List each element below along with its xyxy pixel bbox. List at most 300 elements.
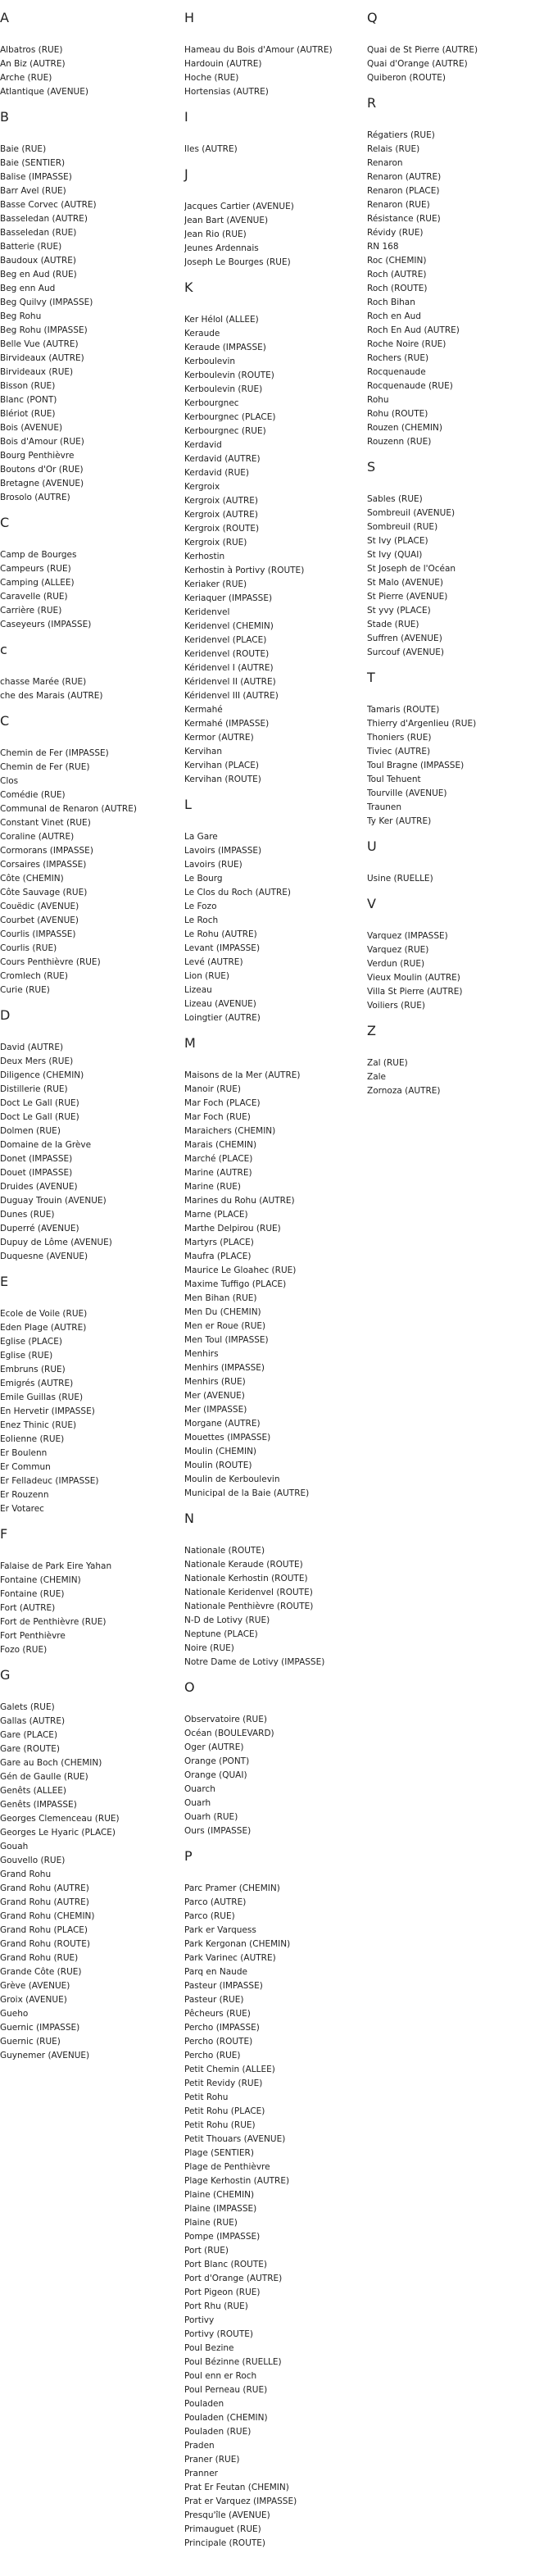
street-entry: Batterie (RUE) [0,242,62,252]
street-entry: Renaron (AUTRE) [367,172,442,182]
index-column-1 [0,0,176,2063]
street-entry: Plage de Penthièvre [184,2162,270,2172]
street-entry: Kerbourgnec [184,398,239,408]
street-entry: Kergroix [184,482,220,492]
letter-section [0,1007,176,1264]
letter-section [367,670,543,829]
street-entry: Thoniers (RUE) [367,733,432,743]
street-entry: Rouzenn (RUE) [367,437,432,447]
street-entry: Poul Bézinne (RUELLE) [184,2357,282,2367]
street-list [367,929,543,1013]
street-entry: Birvideaux (RUE) [0,367,74,377]
street-entry: Gallas (AUTRE) [0,1716,66,1726]
street-entry: Gueho [0,2009,29,2019]
section-letter-heading: I [184,109,188,125]
letter-section [0,713,176,997]
street-entry: Mouettes (IMPASSE) [184,1433,271,1442]
street-entry: Pouladen [184,2399,224,2409]
street-entry: Plage (SENTIER) [184,2148,254,2158]
street-entry: Fozo (RUE) [0,1645,48,1655]
letter-section [184,10,360,99]
street-entry: Baudoux (AUTRE) [0,256,76,266]
section-letter-heading: K [184,279,193,295]
street-entry: Courlis (RUE) [0,943,57,953]
street-entry: Blanc (PONT) [0,395,57,405]
street-entry: Hoche (RUE) [184,73,239,83]
street-entry: Plage Kerhostin (AUTRE) [184,2176,290,2186]
section-letter-heading: M [184,1035,196,1051]
street-entry: Atlantique (AVENUE) [0,87,88,97]
street-entry: Ty Ker (AUTRE) [367,816,432,826]
street-entry: St Malo (AVENUE) [367,578,443,588]
street-entry: Keraude [184,329,220,338]
street-entry: Distillerie (RUE) [0,1084,68,1094]
street-entry: Beg enn Aud [0,284,56,293]
street-entry: Toul Tehuent [367,775,421,784]
section-letter-heading: S [367,459,376,475]
street-entry: Nationale Penthièvre (ROUTE) [184,1601,314,1611]
street-entry: Balise (IMPASSE) [0,172,72,182]
street-entry: Port d'Orange (AUTRE) [184,2274,283,2283]
street-entry: Percho (RUE) [184,2051,241,2060]
street-entry: Keridenvel (ROUTE) [184,649,270,659]
street-entry: Verdun (RUE) [367,959,425,969]
street-entry: Nationale Kerhostin (ROUTE) [184,1574,308,1583]
street-entry: Cromlech (RUE) [0,971,69,981]
street-entry: Boutons d'Or (RUE) [0,465,84,475]
street-entry: Presqu'île (AVENUE) [184,2510,270,2520]
section-letter-heading: O [184,1679,195,1695]
street-entry: Joseph Le Bourges (RUE) [184,257,291,267]
street-entry: Eglise (RUE) [0,1351,53,1361]
street-entry: Le Fozo [184,902,217,911]
street-entry: Kerdavid (RUE) [184,468,249,478]
street-entry: Praden [184,2441,215,2451]
street-entry: Rochers (RUE) [367,353,429,363]
street-entry: An Biz (AUTRE) [0,59,66,69]
street-entry: Keridenvel (PLACE) [184,635,267,645]
street-list [0,675,176,703]
street-entry: Couëdic (AVENUE) [0,902,79,911]
street-entry: Beg Quilvy (IMPASSE) [0,298,93,307]
street-entry: Quiberon (ROUTE) [367,73,446,83]
street-entry: Eden Plage (AUTRE) [0,1323,87,1333]
section-letter-heading: A [0,10,9,25]
street-entry: Zale [367,1072,387,1082]
street-entry: Observatoire (RUE) [184,1715,267,1724]
street-entry: Marine (RUE) [184,1182,241,1192]
street-entry: Douet (IMPASSE) [0,1168,73,1178]
street-entry: Prat Er Feutan (CHEMIN) [184,2483,289,2492]
section-letter-heading: Q [367,10,378,25]
section-letter-heading: E [0,1274,9,1289]
letter-section [367,1023,543,1098]
street-entry: Grande Côte (RUE) [0,1967,82,1977]
street-entry: Park er Varquess [184,1925,256,1935]
section-letter-heading: D [0,1007,11,1023]
street-entry: chasse Marée (RUE) [0,677,87,687]
street-entry: Renaron (RUE) [367,200,430,210]
street-entry: Er Commun [0,1462,51,1472]
street-entry: Renaron (PLACE) [367,186,440,196]
letter-section [0,10,176,99]
street-entry: Guynemer (AVENUE) [0,2051,90,2060]
street-entry: Ouarh (RUE) [184,1812,238,1822]
letter-section [367,896,543,1013]
street-entry: Tiviec (AUTRE) [367,747,431,756]
street-entry: Portivy [184,2315,215,2325]
street-entry: Druides (AVENUE) [0,1182,78,1192]
letter-section [367,838,543,886]
street-list [367,493,543,660]
street-entry: Chemin de Fer (IMPASSE) [0,748,109,758]
street-entry: Orange (PONT) [184,1756,250,1766]
street-entry: Emigrés (AUTRE) [0,1379,74,1388]
street-entry: Clos [0,776,19,786]
letter-section [184,1848,360,2551]
street-entry: Stade (RUE) [367,620,419,629]
street-entry: Moulin de Kerboulevin [184,1474,280,1484]
street-entry: Kéridenvel III (AUTRE) [184,691,279,701]
street-list [184,313,360,787]
street-entry: Roch En Aud (AUTRE) [367,325,460,335]
street-entry: Men er Roue (RUE) [184,1321,266,1331]
street-entry: Duquesne (AVENUE) [0,1252,88,1261]
street-entry: Kergroix (RUE) [184,538,247,547]
street-entry: St Joseph de l'Océan [367,564,456,574]
street-entry: Georges Clemenceau (RUE) [0,1814,120,1824]
street-entry: Kergroix (ROUTE) [184,524,260,534]
street-entry: Guernic (IMPASSE) [0,2023,80,2033]
street-entry: Groix (AVENUE) [0,1995,67,2005]
section-letter-heading: C [0,515,10,530]
street-entry: Menhirs (IMPASSE) [184,1363,265,1373]
street-entry: Bisson (RUE) [0,381,56,391]
street-entry: Gouah [0,1842,29,1851]
street-list [0,1041,176,1264]
street-entry: Nationale (ROUTE) [184,1546,265,1556]
letter-section [0,1274,176,1516]
street-entry: Marthe Delpirou (RUE) [184,1224,281,1233]
street-entry: Rohu (ROUTE) [367,409,428,419]
street-entry: Keridenvel (CHEMIN) [184,621,274,631]
street-entry: Ours (IMPASSE) [184,1826,252,1836]
street-entry: Marché (PLACE) [184,1154,253,1164]
street-entry: Ouarh [184,1798,211,1808]
street-entry: Mer (IMPASSE) [184,1405,247,1415]
letter-section [0,515,176,632]
street-entry: Côte (CHEMIN) [0,874,64,884]
street-list [0,548,176,632]
section-letter-heading: V [367,896,376,911]
street-entry: Kervihan [184,747,223,756]
street-entry: Kergroix (AUTRE) [184,496,259,506]
street-list [0,1307,176,1516]
street-entry: Quai d'Orange (AUTRE) [367,59,468,69]
street-entry: Belle Vue (AUTRE) [0,339,79,349]
street-entry: Zornoza (AUTRE) [367,1086,441,1096]
street-entry: Pompe (IMPASSE) [184,2232,261,2242]
street-entry: Doct Le Gall (RUE) [0,1098,79,1108]
street-entry: Constant Vinet (RUE) [0,818,91,828]
street-entry: Roch en Aud [367,311,421,321]
street-entry: Barr Avel (RUE) [0,186,66,196]
street-entry: Notre Dame de Lotivy (IMPASSE) [184,1657,325,1667]
street-entry: Oger (AUTRE) [184,1742,244,1752]
street-list [0,43,176,99]
letter-section [367,459,543,660]
street-entry: Usine (RUELLE) [367,874,433,884]
street-entry: Port Blanc (ROUTE) [184,2260,267,2269]
street-entry: Gare (PLACE) [0,1730,58,1740]
street-entry: Deux Mers (RUE) [0,1056,74,1066]
street-entry: Le Bourg [184,874,223,884]
street-entry: Eglise (PLACE) [0,1337,62,1347]
street-entry: Fontaine (CHEMIN) [0,1575,81,1585]
street-entry: Primauguet (RUE) [184,2524,261,2534]
index-column-3 [367,0,543,1098]
section-letter-heading: T [367,670,375,685]
street-entry: Pranner [184,2469,218,2478]
street-entry: Comédie (RUE) [0,790,66,800]
street-entry: Neptune (PLACE) [184,1629,258,1639]
street-list [184,1882,360,2551]
street-entry: Prat er Varquez (IMPASSE) [184,2496,297,2506]
street-entry: Relais (RUE) [367,144,420,154]
street-entry: Petit Rohu (RUE) [184,2120,256,2130]
street-list [367,703,543,829]
street-entry: Nationale Keraude (ROUTE) [184,1560,303,1570]
section-letter-heading: C [0,713,10,729]
street-entry: Gouvello (RUE) [0,1856,66,1865]
street-entry: Maxime Tuffigo (PLACE) [184,1279,287,1289]
street-entry: Chemin de Fer (RUE) [0,762,90,772]
street-entry: Plaine (CHEMIN) [184,2190,255,2200]
street-entry: Jean Bart (AVENUE) [184,216,269,225]
section-letter-heading: J [184,166,188,182]
street-entry: Moulin (ROUTE) [184,1461,252,1470]
street-entry: Kerdavid [184,440,222,450]
street-entry: Thierry d'Argenlieu (RUE) [367,719,477,729]
street-entry: Kervihan (PLACE) [184,761,259,770]
street-entry: Kéridenvel II (AUTRE) [184,677,276,687]
street-entry: Bretagne (AVENUE) [0,479,84,488]
street-entry: Bois d'Amour (RUE) [0,437,84,447]
street-entry: Percho (IMPASSE) [184,2023,260,2033]
street-entry: St yvy (PLACE) [367,606,431,616]
street-entry: Men Du (CHEMIN) [184,1307,261,1317]
street-entry: Cours Penthièvre (RUE) [0,957,101,967]
street-entry: Pêcheurs (RUE) [184,2009,251,2019]
street-entry: Mar Foch (RUE) [184,1112,251,1122]
street-entry: Guernic (RUE) [0,2037,61,2047]
street-entry: Fort (AUTRE) [0,1603,56,1613]
letter-section [184,109,360,157]
street-entry: Er Rouzenn [0,1490,49,1500]
street-entry: Noire (RUE) [184,1643,234,1653]
street-entry: Menhirs [184,1349,219,1359]
street-entry: Fort Penthièvre [0,1631,66,1641]
index-column-2 [184,0,360,2551]
street-list [184,1713,360,1838]
street-entry: Kermahé [184,705,223,715]
street-entry: Levé (AUTRE) [184,957,243,967]
street-entry: Gare au Boch (CHEMIN) [0,1758,102,1768]
letter-section [367,10,543,85]
street-entry: Grand Rohu (RUE) [0,1953,79,1963]
street-entry: Kervihan (ROUTE) [184,775,261,784]
street-entry: Quai de St Pierre (AUTRE) [367,45,478,55]
street-entry: Hortensias (AUTRE) [184,87,269,97]
street-entry: Principale (ROUTE) [184,2538,266,2548]
section-letter-heading: c [0,642,7,657]
street-entry: Grand Rohu (AUTRE) [0,1897,89,1907]
street-entry: Villa St Pierre (AUTRE) [367,987,463,997]
street-entry: Plaine (IMPASSE) [184,2204,257,2214]
street-entry: David (AUTRE) [0,1043,64,1052]
letter-section [367,95,543,449]
street-entry: Petit Rohu [184,2092,229,2102]
street-entry: Kerhostin [184,552,225,561]
street-entry: Varquez (IMPASSE) [367,931,448,941]
street-entry: Petit Chemin (ALLEE) [184,2065,275,2074]
street-entry: Hardouin (AUTRE) [184,59,262,69]
street-entry: Grand Rohu (CHEMIN) [0,1911,95,1921]
letter-section [0,642,176,703]
street-entry: Poul Perneau (RUE) [184,2385,268,2395]
street-entry: Menhirs (RUE) [184,1377,246,1387]
street-entry: St Ivy (PLACE) [367,536,428,546]
street-entry: St Pierre (AVENUE) [367,592,448,602]
street-entry: Parq en Naude [184,1967,247,1977]
street-entry: Iles (AUTRE) [184,144,238,154]
letter-section [184,797,360,1025]
street-entry: Keriaker (RUE) [184,579,247,589]
street-entry: Poul Bezine [184,2343,234,2353]
section-letter-heading: L [184,797,192,812]
street-list [0,1701,176,2063]
street-entry: Galets (RUE) [0,1702,55,1712]
street-entry: Port Pigeon (RUE) [184,2288,261,2297]
street-entry: Pasteur (RUE) [184,1995,244,2005]
street-entry: Park Kergonan (CHEMIN) [184,1939,291,1949]
street-entry: Voiliers (RUE) [367,1001,425,1011]
street-entry: Mar Foch (PLACE) [184,1098,261,1108]
street-entry: Men Toul (IMPASSE) [184,1335,269,1345]
street-entry: N-D de Lotivy (RUE) [184,1615,270,1625]
street-entry: Grand Rohu [0,1870,52,1879]
street-entry: Genêts (ALLEE) [0,1786,66,1796]
street-list [367,129,543,449]
street-entry: Gare (ROUTE) [0,1744,60,1754]
street-entry: Pouladen (CHEMIN) [184,2413,268,2423]
street-entry: Dolmen (RUE) [0,1126,61,1136]
street-entry: Marne (PLACE) [184,1210,248,1220]
street-entry: Maraichers (CHEMIN) [184,1126,276,1136]
letter-section [0,1526,176,1657]
street-entry: Mer (AVENUE) [184,1391,245,1401]
street-entry: Ecole de Voile (RUE) [0,1309,88,1319]
section-letter-heading: P [184,1848,193,1864]
street-entry: Tourville (AVENUE) [367,788,447,798]
street-entry: Côte Sauvage (RUE) [0,888,88,897]
section-letter-heading: G [0,1667,11,1683]
street-entry: Rouzen (CHEMIN) [367,423,442,433]
street-entry: Men Bihan (RUE) [184,1293,257,1303]
street-entry: Toul Bragne (IMPASSE) [367,761,465,770]
street-entry: Beg Rohu [0,311,42,321]
street-entry: Martyrs (PLACE) [184,1238,254,1247]
street-list [184,1544,360,1670]
street-entry: Courbet (AVENUE) [0,915,79,925]
street-entry: Manoir (RUE) [184,1084,241,1094]
street-entry: Courlis (IMPASSE) [0,929,76,939]
street-list [184,1069,360,1501]
street-entry: Océan (BOULEVARD) [184,1729,274,1738]
letter-section [0,1667,176,2063]
street-entry: Curie (RUE) [0,985,50,995]
street-entry: Marais (CHEMIN) [184,1140,257,1150]
street-entry: Beg Rohu (IMPASSE) [0,325,88,335]
street-list [184,830,360,1025]
street-entry: Basseledan (RUE) [0,228,77,238]
street-entry: Jeunes Ardennais [184,243,259,253]
street-entry: Er Felladeuc (IMPASSE) [0,1476,99,1486]
street-entry: Er Votarec [0,1504,44,1514]
street-entry: Kerboulevin [184,357,236,366]
street-entry: Parco (AUTRE) [184,1897,247,1907]
street-entry: Keriaquer (IMPASSE) [184,593,273,603]
street-entry: Le Clos du Roch (AUTRE) [184,888,292,897]
street-entry: Doct Le Gall (RUE) [0,1112,79,1122]
street-entry: Lizeau (AVENUE) [184,999,256,1009]
street-entry: Domaine de la Grève [0,1140,92,1150]
street-entry: Hameau du Bois d'Amour (AUTRE) [184,45,333,55]
street-entry: Suffren (AVENUE) [367,634,442,643]
street-entry: Fort de Penthièvre (RUE) [0,1617,107,1627]
street-list [367,43,543,85]
street-entry: Baie (SENTIER) [0,158,66,168]
street-entry: Birvideaux (AUTRE) [0,353,84,363]
street-entry: Jacques Cartier (AVENUE) [184,202,294,211]
street-entry: Moulin (CHEMIN) [184,1447,257,1456]
street-entry: Campeurs (RUE) [0,564,71,574]
section-letter-heading: N [184,1511,194,1526]
street-entry: Le Rohu (AUTRE) [184,929,257,939]
street-list [0,1560,176,1657]
street-entry: Sombreuil (RUE) [367,522,438,532]
section-letter-heading: B [0,109,9,125]
street-entry: Genêts (IMPASSE) [0,1800,77,1810]
street-entry: Surcouf (AVENUE) [367,647,444,657]
street-entry: Vieux Moulin (AUTRE) [367,973,460,983]
street-list [0,143,176,505]
street-entry: Roche Noire (RUE) [367,339,446,349]
street-entry: Donet (IMPASSE) [0,1154,73,1164]
street-entry: Petit Rohu (PLACE) [184,2106,265,2116]
street-entry: Basse Corvec (AUTRE) [0,200,97,210]
street-entry: Petit Thouars (AVENUE) [184,2134,286,2144]
street-entry: Parc Pramer (CHEMIN) [184,1883,280,1893]
street-entry: Caseyeurs (IMPASSE) [0,620,92,629]
street-entry: Falaise de Park Eire Yahan [0,1561,112,1571]
street-entry: Georges Le Hyaric (PLACE) [0,1828,116,1838]
street-entry: Keraude (IMPASSE) [184,343,266,352]
street-entry: Keridenvel [184,607,230,617]
street-entry: Lion (RUE) [184,971,229,981]
street-entry: Camp de Bourges [0,550,77,560]
street-entry: Kerboulevin (RUE) [184,384,263,394]
